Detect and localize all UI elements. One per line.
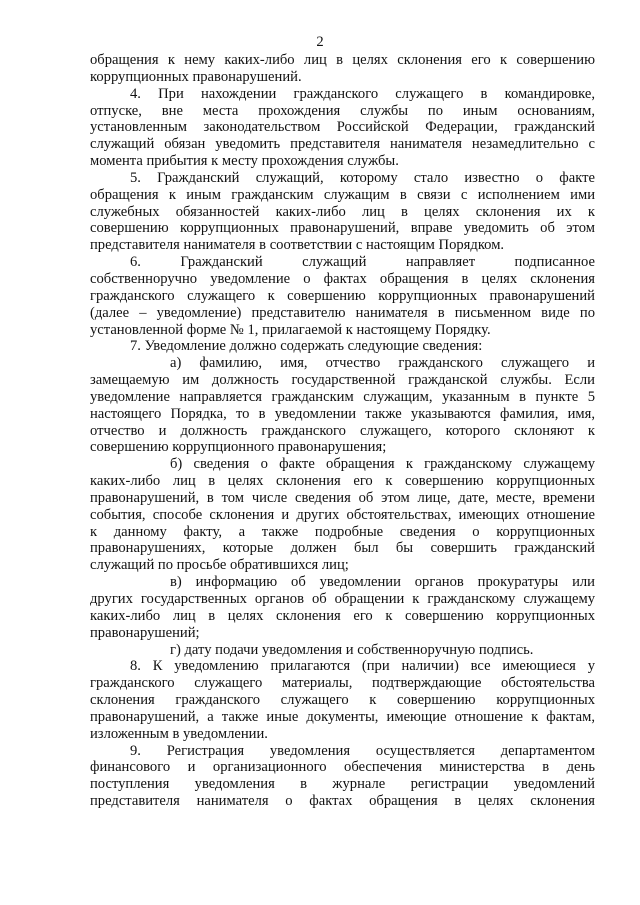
text-line: а) фамилию, имя, отчество гражданского служащего и bbox=[170, 355, 595, 372]
text-line: совершению коррупционных правонарушений, вправе уведомить об этом bbox=[90, 220, 595, 237]
text-line: замещаемую им должность государственной гражданской службы. Если bbox=[90, 372, 595, 389]
text-line: обращения к иным гражданским служащим в связи с исполнением ими bbox=[90, 186, 595, 203]
text-line: служебных обязанностей каких-либо лиц в целях склонения их к bbox=[90, 203, 595, 220]
text-line: 5. Гражданский служащий, которому стало известно о факте bbox=[130, 169, 595, 186]
text-line: правонарушениях, которые должен был бы совершить гражданский bbox=[90, 540, 595, 557]
text-line: склонения гражданского служащего к совершению коррупционных bbox=[90, 692, 595, 709]
text-line: финансового и организационного обеспечения министерства в день bbox=[90, 759, 595, 776]
text-line: изложенным в уведомлении. bbox=[90, 725, 268, 742]
text-line: 6. Гражданский служащий направляет подписанное bbox=[130, 254, 595, 271]
text-line: отчество и должность гражданского служащего, которого склоняют к bbox=[90, 422, 595, 439]
text-line: каких-либо лиц в целях склонения его к совершению коррупционных bbox=[90, 607, 595, 624]
text-line: отпуске, вне места прохождения службы по иным основаниям, bbox=[90, 102, 595, 119]
text-line: других государственных органов об обращении к гражданскому служащему bbox=[90, 591, 595, 607]
text-line: 9. Регистрация уведомления осуществляется департаментом bbox=[130, 742, 595, 759]
text-line: настоящего Порядка, то в уведомлении также указываются фамилия, имя, bbox=[90, 405, 595, 422]
text-line: (далее – уведомление) представителю нанимателя в письменном виде по bbox=[90, 304, 595, 321]
text-line: правонарушений; bbox=[90, 624, 200, 641]
text-line: представителя нанимателя в соответствии с настоящим Порядком. bbox=[90, 237, 505, 254]
text-line: б) сведения о факте обращения к гражданскому служащему bbox=[170, 456, 595, 473]
text-line: собственноручно уведомление о фактах обращения в целях склонения bbox=[90, 270, 595, 287]
text-line: правонарушений, в том числе сведения об этом лице, дате, месте, времени bbox=[90, 489, 595, 506]
text-line: в) информацию об уведомлении органов прокуратуры или bbox=[170, 574, 595, 591]
text-line: коррупционных правонарушений. bbox=[90, 68, 302, 85]
page-number: 2 bbox=[316, 34, 324, 50]
text-line: установленной форме № 1, прилагаемой к настоящему Порядку. bbox=[90, 321, 491, 338]
document-body bbox=[90, 52, 595, 810]
text-line: уведомление направляется гражданским служащим, указанным в пункте 5 bbox=[90, 388, 595, 405]
text-line: события, способе склонения и других обстоятельствах, имеющих отношение bbox=[90, 506, 595, 523]
text-line: служащий по просьбе обратившихся лиц; bbox=[90, 557, 349, 574]
text-line: каких-либо лиц в целях склонения его к совершению коррупционных bbox=[90, 473, 595, 490]
text-line: правонарушений, а также иные документы, имеющие отношение к фактам, bbox=[90, 708, 595, 725]
text-line: совершению коррупционного правонарушения; bbox=[90, 439, 387, 456]
text-line: к данному факту, а также подробные сведения о коррупционных bbox=[90, 523, 595, 540]
text-line: гражданского служащего к совершению коррупционных правонарушений bbox=[90, 287, 595, 304]
text-line: представителя нанимателя о фактах обращения в целях склонения bbox=[90, 793, 595, 810]
text-line: 7. Уведомление должно содержать следующие сведения: bbox=[130, 338, 483, 355]
text-line: г) дату подачи уведомления и собственноручную подпись. bbox=[170, 641, 534, 658]
text-line: установленным законодательством Российской Федерации, гражданский bbox=[90, 119, 595, 136]
text-line: 4. При нахождении гражданского служащего в командировке, bbox=[130, 85, 595, 102]
text-line: поступления уведомления в журнале регистрации уведомлений bbox=[90, 776, 595, 793]
text-line: гражданского служащего материалы, подтверждающие обстоятельства bbox=[90, 675, 595, 692]
text-line: момента прибытия к месту прохождения службы. bbox=[90, 153, 399, 170]
text-line: 8. К уведомлению прилагаются (при наличии) все имеющиеся у bbox=[130, 658, 595, 675]
text-line: обращения к нему каких-либо лиц в целях склонения его к совершению bbox=[90, 52, 595, 68]
text-line: служащий обязан уведомить представителя нанимателя незамедлительно с bbox=[90, 136, 595, 153]
